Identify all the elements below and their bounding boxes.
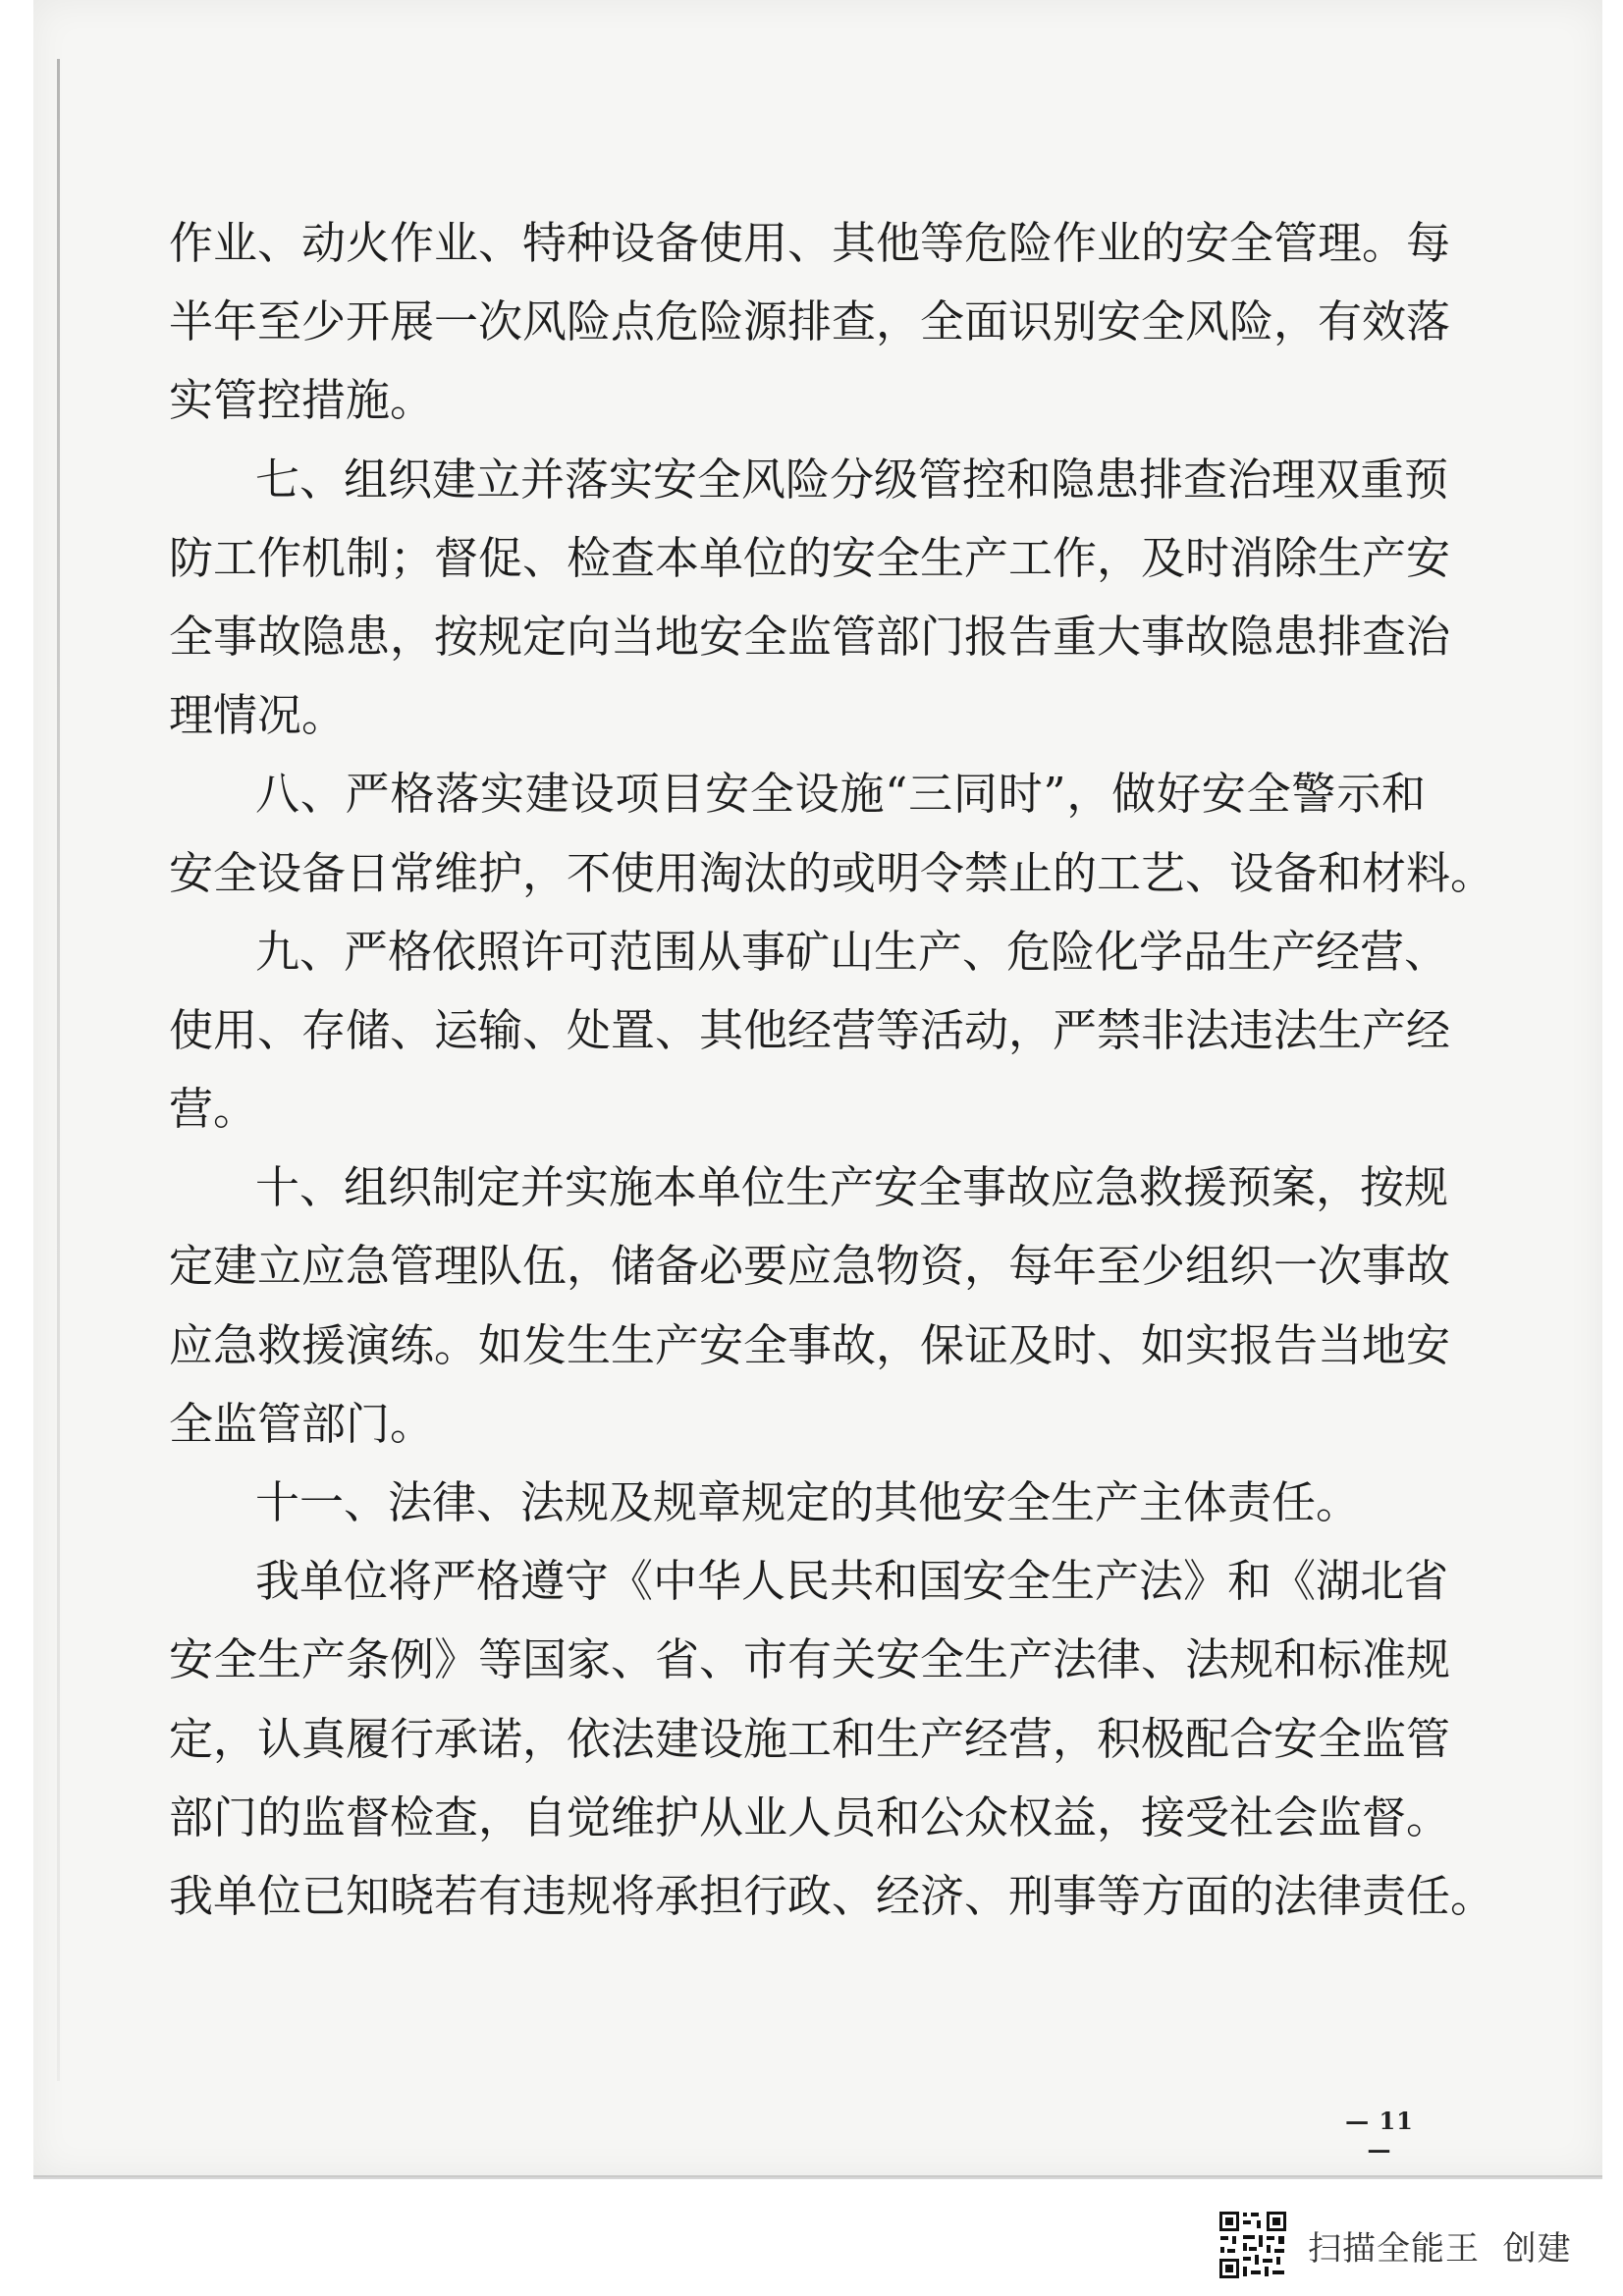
paragraph xyxy=(169,1148,1451,1464)
text-line: 部门的监督检查，自觉维护从业人员和公众权益，接受社会监督。 xyxy=(169,1790,1451,1843)
paragraph xyxy=(169,1542,1495,1936)
paragraph xyxy=(169,755,1495,912)
text-line: 十、组织制定并实施本单位生产安全事故应急救援预案，按规 xyxy=(255,1161,1449,1214)
text-line: 应急救援演练。如发生生产安全事故，保证及时、如实报告当地安 xyxy=(169,1318,1451,1371)
paragraph xyxy=(169,913,1451,1149)
paragraph xyxy=(169,204,1451,441)
qr-code-icon xyxy=(1217,2210,1288,2280)
text-line: 安全生产条例》等国家、省、市有关安全生产法律、法规和标准规 xyxy=(169,1633,1451,1686)
text-line: 我单位将严格遵守《中华人民共和国安全生产法》和《湖北省 xyxy=(255,1555,1449,1608)
text-line: 我单位已知晓若有违规将承担行政、经济、刑事等方面的法律责任。 xyxy=(169,1869,1495,1922)
text-line: 定，认真履行承诺，依法建设施工和生产经营，积极配合安全监管 xyxy=(169,1712,1451,1765)
text-line: 作业、动火作业、特种设备使用、其他等危险作业的安全管理。每 xyxy=(169,217,1451,269)
text-line: 营。 xyxy=(169,1083,258,1136)
text-line: 全事故隐患，按规定向当地安全监管部门报告重大事故隐患排查治 xyxy=(169,610,1451,663)
text-line: 半年至少开展一次风险点危险源排查，全面识别安全风险，有效落 xyxy=(169,295,1451,348)
text-line: 定建立应急管理队伍，储备必要应急物资，每年至少组织一次事故 xyxy=(169,1240,1451,1293)
paper-bottom-edge xyxy=(33,2175,1602,2179)
text-line: 九、严格依照许可范围从事矿山生产、危险化学品生产经营、 xyxy=(255,925,1449,978)
text-line: 八、严格落实建设项目安全设施“三同时”，做好安全警示和 xyxy=(255,768,1426,821)
text-line: 十一、法律、法规及规章规定的其他安全生产主体责任。 xyxy=(255,1476,1361,1528)
text-line: 使用、存储、运输、处置、其他经营等活动，严禁非法违法生产经 xyxy=(169,1003,1451,1056)
paragraph xyxy=(169,1464,1426,1542)
paragraph xyxy=(169,441,1451,756)
text-line: 实管控措施。 xyxy=(169,374,435,427)
text-line: 七、组织建立并落实安全风险分级管控和隐患排查治理双重预 xyxy=(255,453,1449,506)
text-line: 防工作机制；督促、检查本单位的安全生产工作，及时消除生产安 xyxy=(169,531,1451,584)
text-line: 理情况。 xyxy=(169,689,347,742)
text-line: 全监管部门。 xyxy=(169,1397,435,1450)
watermark-text: 扫描全能王 创建 xyxy=(1308,2228,1572,2269)
document-body xyxy=(169,204,1495,1936)
scanner-watermark xyxy=(1217,2205,1572,2285)
paper-edge-shadow xyxy=(57,59,60,2081)
text-line: 安全设备日常维护，不使用淘汰的或明令禁止的工艺、设备和材料。 xyxy=(169,846,1495,899)
page-number: — 11 — xyxy=(1345,2107,1414,2163)
